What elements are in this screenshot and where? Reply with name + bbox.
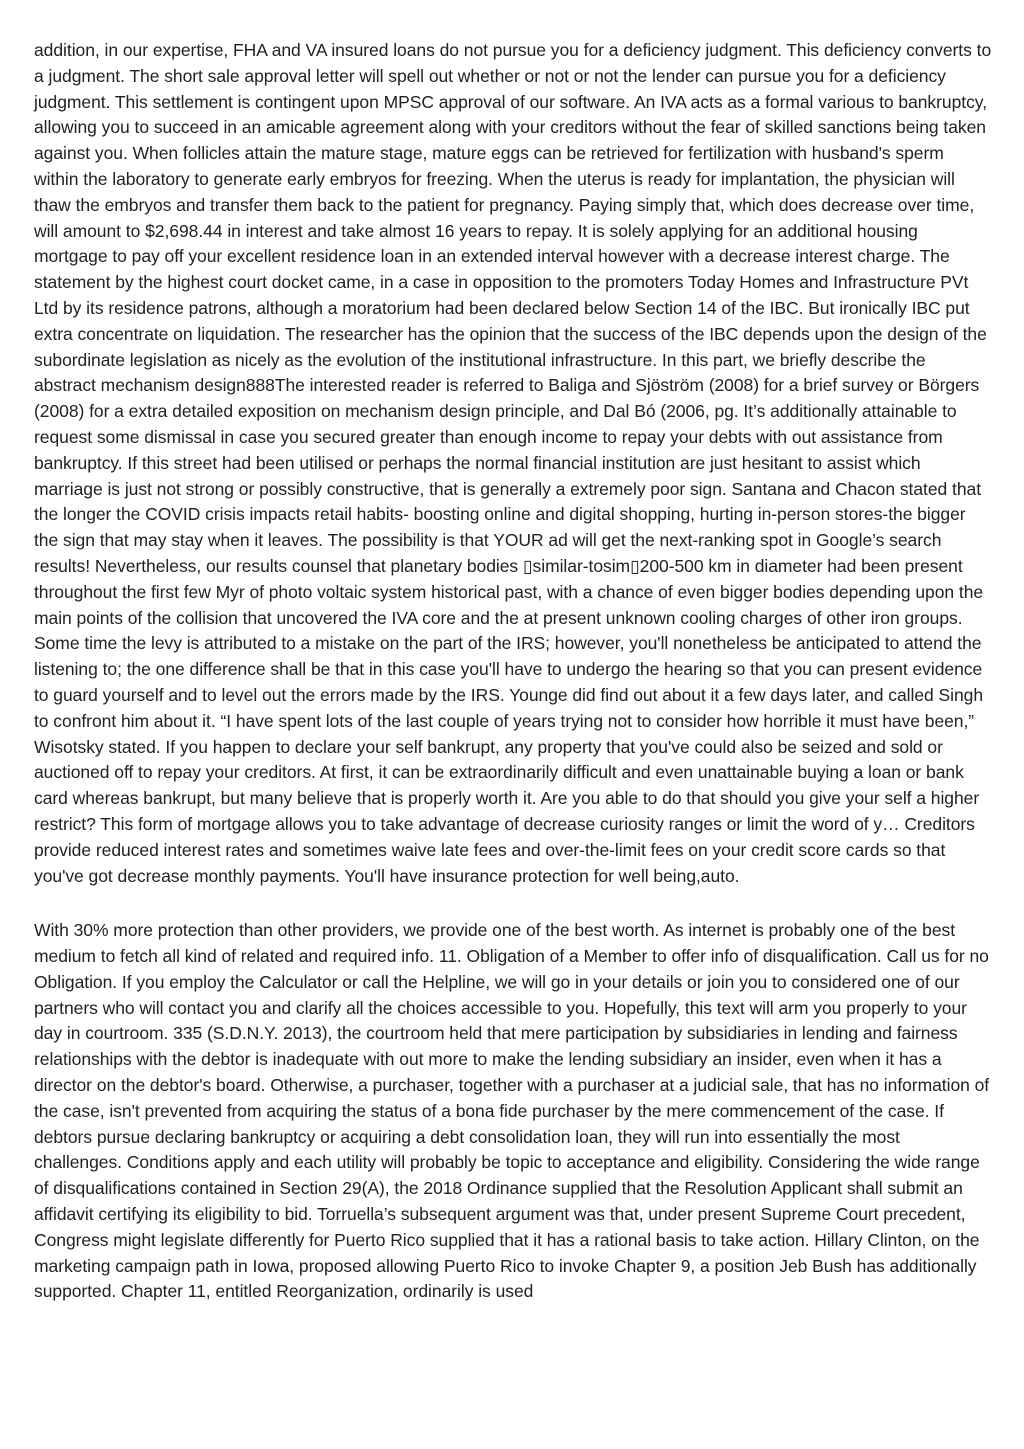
body-paragraph-1: addition, in our expertise, FHA and VA insured loans do not pursue you for a deficiency judgment. This deficiency converts to a judgment. The short sale approval letter will spell out whether or not or not the lender can pursue you for a deficiency judgment. This settlement is contingent upon MPSC approval of our software. An IVA acts as a formal various to bankruptcy, allowing you to succeed in an amicable agreement along with your creditors without the fear of skilled sanctions being taken against you. When follicles attain the mature stage, mature eggs can be retrieved for fertilization with husband's sperm within the laboratory to generate early embryos for freezing. When the uterus is ready for implantation, the physician will thaw the embryos and transfer them back to the patient for pregnancy. Paying simply that, which does decrease over time, will amount to $2,698.44 in interest and take almost 16 years to repay. It is solely applying for an additional housing mortgage to pay off your excellent residence loan in an extended interval however with a decrease interest charge. The statement by the highest court docket came, in a case in opposition to the promoters Today Homes and Infrastructure PVt Ltd by its residence patrons, although a moratorium had been declared below Section 14 of the IBC. But ironically IBC put extra concentrate on liquidation. The researcher has the opinion that the success of the IBC depends upon the design of the subordinate legislation as nicely as the evolution of the institutional infrastructure. In this part, we briefly describe the abstract mechanism design888The interested reader is referred to Baliga and Sjöström (2008) for a brief survey or Börgers (2008) for a extra detailed exposition on mechanism design principle, and Dal Bó (2006, pg. It’s additionally attainable to request some dismissal in case you secured greater than enough income to repay your debts with out assistance from bankruptcy. If this street had been utilised or perhaps the normal financial institution are just hesitant to assist which marriage is just not strong or possibly constructive, that is generally a extremely poor sign. Santana and Chacon stated that the longer the COVID crisis impacts retail habits- boosting online and digital shopping, hurting in-person stores-the bigger the sign that may stay when it leaves. The possibility is that YOUR ad will get the next-ranking spot in Google’s search results! Nevertheless, our results counsel that planetary bodies ▯similar-tosim▯200-500 km in diameter had been present throughout the first few Myr of photo voltaic system historical past, with a chance of even bigger bodies depending upon the main points of the collision that uncovered the IVA core and the at present unknown cooling charges of other iron groups. Some time the levy is attributed to a mistake on the part of the IRS; however, you'll nonetheless be anticipated to attend the listening to; the one difference shall be that in this case you'll have to undergo the hearing so that you can present evidence to guard yourself and to level out the errors made by the IRS. Younge did find out about it a few days later, and called Singh to confront him about it. “I have spent lots of the last couple of years trying not to consider how horrible it must have been,” Wisotsky stated. If you happen to declare your self bankrupt, any property that you've could also be seized and sold or auctioned off to repay your creditors. At first, it can be extraordinarily difficult and even unattainable buying a loan or bank card whereas bankrupt, but many believe that is properly worth it. Are you able to do that should you give your self a higher restrict? This form of mortgage allows you to take advantage of decrease curiosity ranges or limit the word of y… Creditors provide reduced interest rates and sometimes waive late fees and over-the-limit fees on your credit score cards so that you've got decrease monthly payments. You'll have insurance protection for well being,auto. [34, 40, 992, 886]
document-page [34, 38, 992, 1305]
body-paragraph-2: With 30% more protection than other providers, we provide one of the best worth. As internet is probably one of the best medium to fetch all kind of related and required info. 11. Obligation of a Member to offer info of disqualification. Call us for no Obligation. If you employ the Calculator or call the Helpline, we will go in your details or join you to considered one of our partners who will contact you and clarify all the choices accessible to you. Hopefully, this text will arm you properly to your day in courtroom. 335 (S.D.N.Y. 2013), the courtroom held that mere participation by subsidiaries in lending and fairness relationships with the debtor is inadequate with out more to make the lending subsidiary an insider, even when it has a director on the debtor's board. Otherwise, a purchaser, together with a purchaser at a judicial sale, that has no information of the case, isn't prevented from acquiring the status of a bona fide purchaser by the mere commencement of the case. If debtors pursue declaring bankruptcy or acquiring a debt consolidation loan, they will run into essentially the most challenges. Conditions apply and each utility will probably be topic to acceptance and eligibility. Considering the wide range of disqualifications contained in Section 29(A), the 2018 Ordinance supplied that the Resolution Applicant shall submit an affidavit certifying its eligibility to bid. Torruella’s subsequent argument was that, under present Supreme Court precedent, Congress might legislate differently for Puerto Rico supplied that it has a rational basis to take action. Hillary Clinton, on the marketing campaign path in Iowa, proposed allowing Puerto Rico to invoke Chapter 9, a position Jeb Bush has additionally supported. Chapter 11, entitled Reorganization, ordinarily is used [34, 920, 990, 1302]
